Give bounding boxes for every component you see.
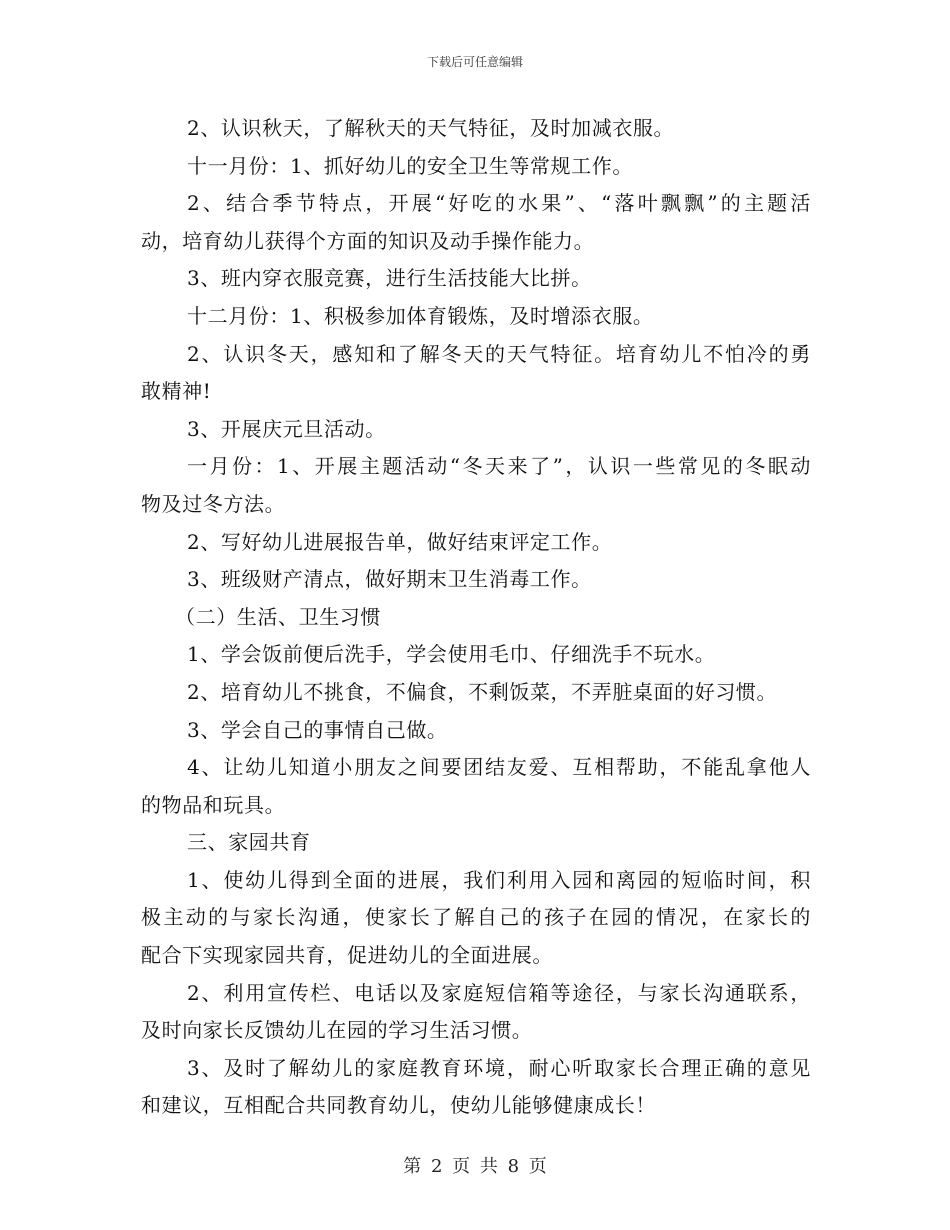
section-heading: 三、家园共育 — [187, 830, 311, 855]
paragraph-line: 一月份：1、开展主题活动“冬天来了”，认识一些常见的冬眠动 — [187, 454, 811, 479]
paragraph-line: 2、利用宣传栏、电话以及家庭短信箱等途径，与家长沟通联系， — [187, 980, 811, 1005]
paragraph-line: 4、让幼儿知道小朋友之间要团结友爱、互相帮助，不能乱拿他人 — [187, 755, 811, 780]
paragraph-line: 3、班级财产清点，做好期末卫生消毒工作。 — [187, 567, 592, 592]
paragraph-line: 1、学会饭前便后洗手，学会使用毛巾、仔细洗手不玩水。 — [187, 642, 716, 667]
paragraph-line: 3、及时了解幼儿的家庭教育环境，耐心听取家长合理正确的意见 — [187, 1055, 811, 1080]
paragraph-line: 3、学会自己的事情自己做。 — [187, 717, 448, 742]
paragraph-line: 动，培育幼儿获得个方面的知识及动手操作能力。 — [141, 228, 595, 253]
paragraph-line: 3、开展庆元旦活动。 — [187, 416, 386, 441]
document-body — [141, 110, 811, 1125]
paragraph-line: 敢精神! — [141, 379, 212, 404]
page-header: 下载后可任意编辑 — [426, 55, 523, 69]
paragraph-line: 和建议，互相配合共同教育幼儿，使幼儿能够健康成长！ — [141, 1093, 656, 1118]
paragraph-line: 十一月份：1、抓好幼儿的安全卫生等常规工作。 — [187, 153, 633, 178]
paragraph-line: 2、写好幼儿进展报告单，做好结束评定工作。 — [187, 529, 613, 554]
paragraph-line: 2、认识冬天，感知和了解冬天的天气特征。培育幼儿不怕冷的勇 — [187, 341, 811, 366]
paragraph-line: 3、班内穿衣服竞赛，进行生活技能大比拼。 — [187, 266, 592, 291]
paragraph-line: 2、结合季节特点，开展“好吃的水果”、“落叶飘飘”的主题活 — [187, 191, 811, 216]
paragraph-line: 1、使幼儿得到全面的进展，我们利用入园和离园的短临时间，积 — [187, 867, 811, 892]
paragraph-line: 2、培育幼儿不挑食，不偏食，不剩饭菜，不弄脏桌面的好习惯。 — [187, 679, 778, 704]
paragraph-line: 配合下实现家园共育，促进幼儿的全面进展。 — [141, 943, 553, 968]
page-footer: 第 2 页 共 8 页 — [403, 1156, 547, 1177]
paragraph-line: 及时向家长反馈幼儿在园的学习生活习惯。 — [141, 1018, 533, 1043]
paragraph-line: 的物品和玩具。 — [141, 792, 286, 817]
paragraph-line: 十二月份：1、积极参加体育锻炼，及时增添衣服。 — [187, 303, 654, 328]
section-heading: （二）生活、卫生习惯 — [175, 604, 381, 629]
paragraph-line: 极主动的与家长沟通，使家长了解自己的孩子在园的情况，在家长的 — [141, 905, 811, 930]
paragraph-line: 物及过冬方法。 — [141, 491, 286, 516]
paragraph-line: 2、认识秋天，了解秋天的天气特征，及时加减衣服。 — [187, 116, 675, 140]
